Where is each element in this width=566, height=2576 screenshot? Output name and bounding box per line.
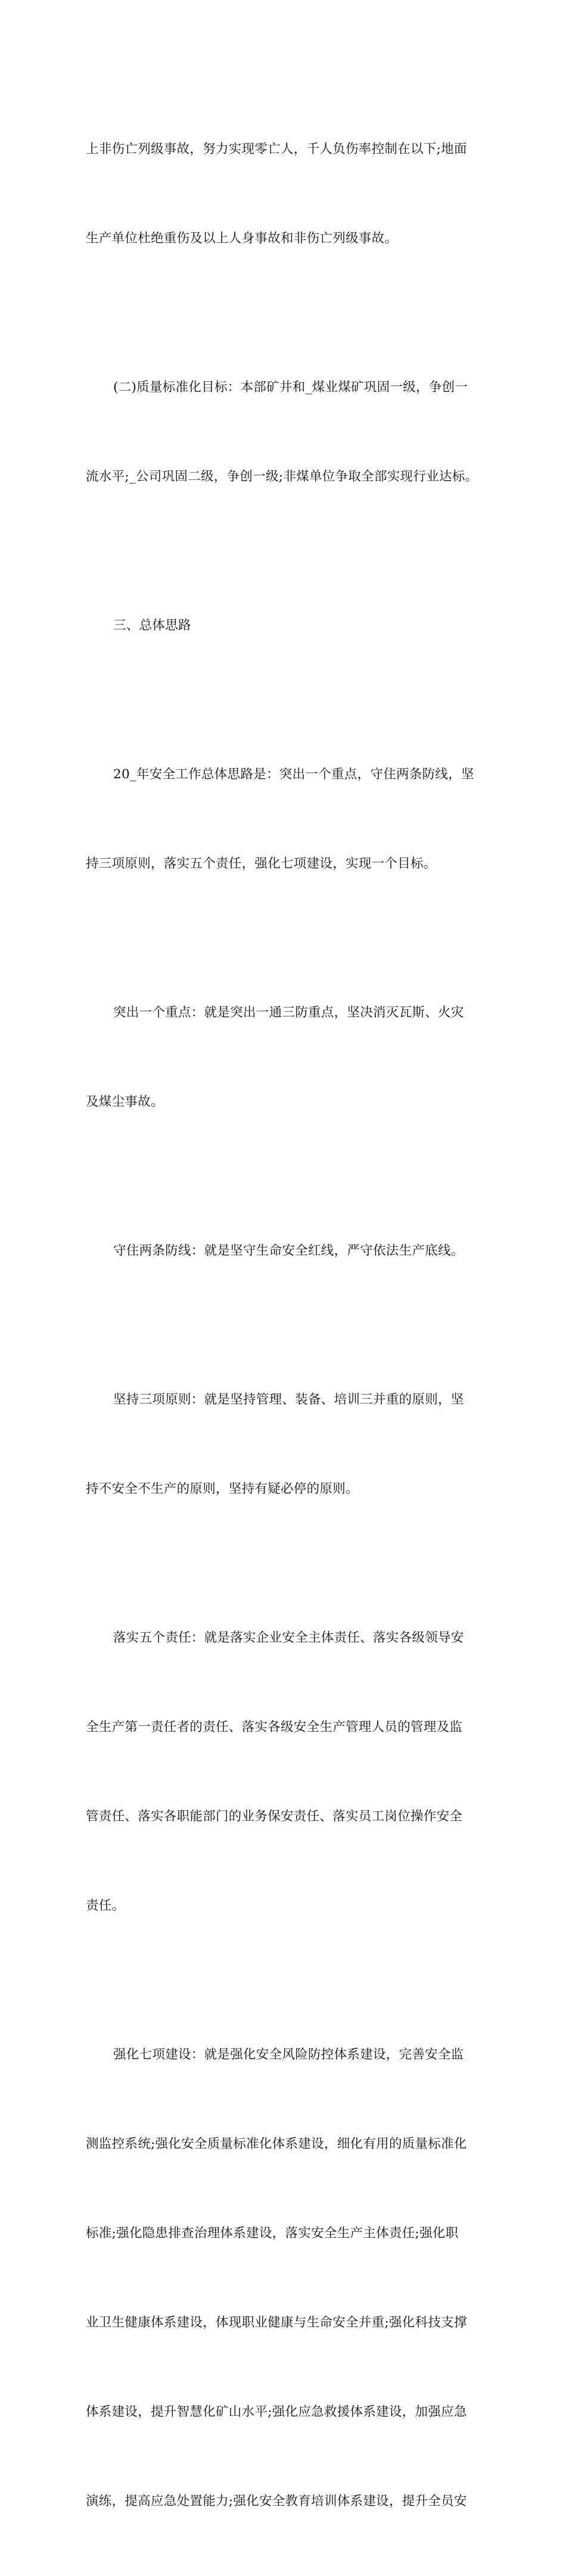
text-line: 及煤尘事故。 bbox=[86, 1094, 164, 1109]
text-line: 责任。 bbox=[86, 1898, 125, 1913]
text-line: 上非伤亡列级事故，努力实现零亡人，千人负伤率控制在以下;地面 bbox=[86, 142, 467, 157]
text-line: 管责任、落实各职能部门的业务保安责任、落实员工岗位操作安全 bbox=[86, 1809, 463, 1824]
text-line: 持不安全不生产的原则，坚持有疑必停的原则。 bbox=[86, 1482, 359, 1496]
text-line: 突出一个重点：就是突出一通三防重点，坚决消灭瓦斯、火灾 bbox=[113, 1005, 464, 1020]
paragraph-one-focus bbox=[86, 938, 491, 1177]
text-line: 标准;强化隐患排查治理体系建设，落实安全生产主体责任;强化职 bbox=[86, 2226, 459, 2241]
document-body bbox=[86, 75, 491, 2576]
text-line: 坚持三项原则：就是坚持管理、装备、培训三并重的原则，坚 bbox=[113, 1392, 464, 1407]
section-heading-overall-approach bbox=[86, 551, 491, 700]
text-line: 演练，提高应急处置能力;强化安全教育培训体系建设，提升全员安 bbox=[86, 2494, 467, 2509]
paragraph-three-principles bbox=[86, 1326, 491, 1564]
text-line: 生产单位杜绝重伤及以上人身事故和非伤亡列级事故。 bbox=[86, 231, 398, 246]
paragraph-five-responsibilities bbox=[86, 1564, 491, 1981]
text-line: 业卫生健康体系建设，体现职业健康与生命安全并重;强化科技支撑 bbox=[86, 2315, 467, 2330]
text-line: 20_年安全工作总体思路是：突出一个重点，守住两条防线，坚 bbox=[113, 767, 474, 782]
text-line: (二)质量标准化目标：本部矿井和_煤业煤矿巩固一级，争创一 bbox=[113, 380, 468, 395]
section-heading: 三、总体思路 bbox=[113, 618, 191, 633]
text-line: 测监控系统;强化安全质量标准化体系建设，细化有用的质量标准化 bbox=[86, 2137, 467, 2151]
text-line: 全生产第一责任者的责任、落实各级安全生产管理人员的管理及监 bbox=[86, 1720, 463, 1735]
paragraph-quality-standard-goal bbox=[86, 313, 491, 551]
text-line: 守住两条防线：就是坚守生命安全红线，严守依法生产底线。 bbox=[113, 1243, 464, 1258]
text-line: 落实五个责任：就是落实企业安全主体责任、落实各级领导安 bbox=[113, 1630, 464, 1645]
text-line: 强化七项建设：就是强化安全风险防控体系建设，完善安全监 bbox=[113, 2047, 464, 2062]
paragraph-two-defense-lines bbox=[86, 1177, 491, 1326]
paragraph-overall-approach bbox=[86, 700, 491, 938]
text-line: 流水平;_公司巩固二级，争创一级;非煤单位争取全部实现行业达标。 bbox=[86, 469, 478, 484]
paragraph-seven-constructions bbox=[86, 1981, 491, 2576]
paragraph-fatality-goal bbox=[86, 75, 491, 313]
text-line: 持三项原则，落实五个责任，强化七项建设，实现一个目标。 bbox=[86, 856, 437, 871]
text-line: 体系建设，提升智慧化矿山水平;强化应急救援体系建设，加强应急 bbox=[86, 2405, 467, 2419]
